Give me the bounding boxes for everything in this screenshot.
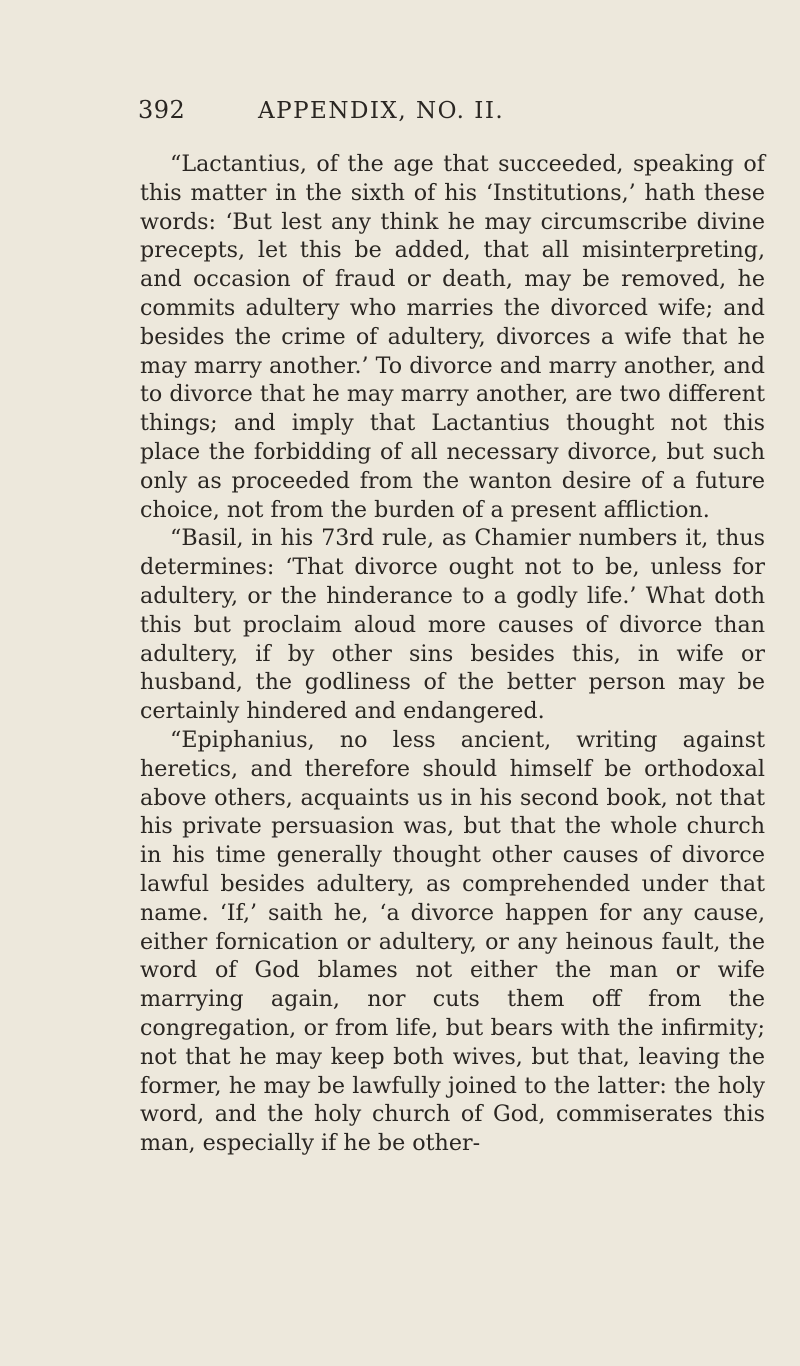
page-number: 392: [138, 96, 186, 124]
running-head: [138, 96, 698, 132]
paragraph-epiphanius: “Epiphanius, no less ancient, writing against heretics, and therefore should himself be orthodoxal above others, acquaints us in his second book, not that his private persuasion was, but that the whole church in his time generally thought other causes of divorce lawful besides adultery, as comprehended under that name. ‘If,’ saith he, ‘a divorce happen for any cause, either fornication or adultery, or any heinous fault, the word of God blames not either the man or wife marrying again, nor cuts them off from the congregation, or from life, but bears with the infirmity; not that he may keep both wives, but that, leaving the former, he may be lawfully joined to the latter: the holy word, and the holy church of God, commiserates this man, especially if he be other-: [140, 726, 765, 1157]
running-title: APPENDIX, NO. II.: [258, 98, 505, 124]
body-text: [140, 150, 765, 1158]
paragraph-basil: “Basil, in his 73rd rule, as Chamier numbers it, thus determines: ‘That divorce ought not to be, unless for adultery, or the hinderance to a godly life.’ What doth this but proclaim aloud more causes of divorce than adultery, if by other sins besides this, in wife or husband, the godliness of the better person may be certainly hindered and endangered.: [140, 525, 765, 725]
paragraph-lactantius: “Lactantius, of the age that succeeded, speaking of this matter in the sixth of his ‘Institutions,’ hath these words: ‘But lest any think he may circumscribe divine precepts, let this be added, that all misinterpreting, and occasion of fraud or death, may be removed, he commits adultery who marries the divorced wife; and besides the crime of adultery, divorces a wife that he may marry another.’ To divorce and marry another, and to divorce that he may marry another, are two different things; and imply that Lactantius thought not this place the forbidding of all necessary divorce, but such only as proceeded from the wanton desire of a future choice, not from the burden of a present affliction.: [140, 151, 765, 523]
